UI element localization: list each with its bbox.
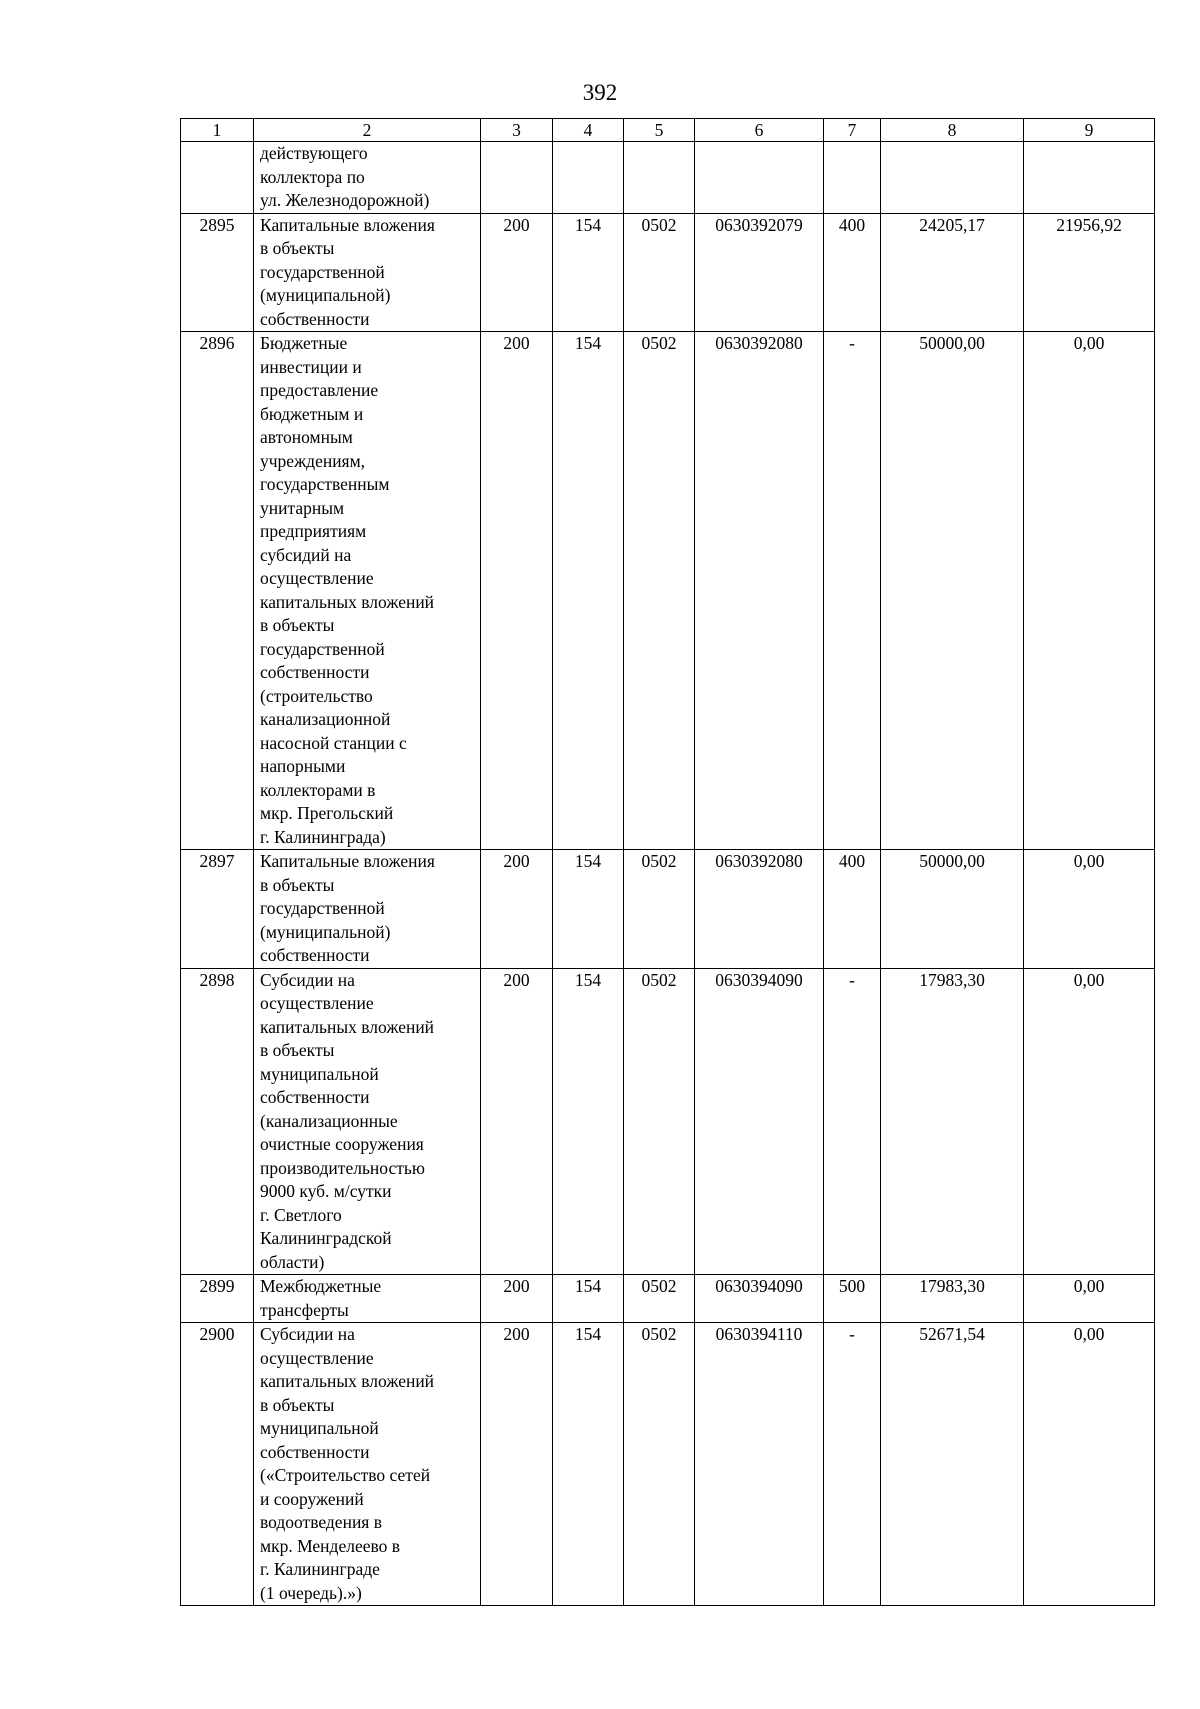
name-line: собственности bbox=[260, 308, 370, 329]
name-line: государственным bbox=[260, 474, 390, 494]
cell-col-6 bbox=[695, 142, 824, 214]
name-line: Капитальные вложения bbox=[260, 214, 435, 235]
cell-col-7: 400 bbox=[824, 213, 881, 332]
cell-col-7: 400 bbox=[824, 850, 881, 969]
cell-col-4: 154 bbox=[553, 850, 624, 969]
table-row bbox=[181, 1323, 1155, 1606]
row-number: 2896 bbox=[181, 332, 254, 850]
row-number: 2895 bbox=[181, 213, 254, 332]
page-number: 392 bbox=[582, 80, 618, 105]
name-line: Капитальные вложения bbox=[260, 851, 435, 871]
cell-col-4: 154 bbox=[553, 332, 624, 850]
name-line: осуществление bbox=[260, 1347, 374, 1368]
name-line: водоотведения в bbox=[260, 1512, 382, 1532]
name-line: Бюджетные bbox=[260, 333, 348, 353]
name-line: субсидий на bbox=[260, 544, 352, 565]
name-line: г. Светлого bbox=[260, 1204, 342, 1225]
name-line: государственной bbox=[260, 898, 385, 918]
name-line: капитальных вложений bbox=[260, 1371, 435, 1391]
column-header: 7 bbox=[824, 119, 881, 142]
column-header: 1 bbox=[181, 119, 254, 142]
cell-col-3: 200 bbox=[481, 213, 553, 332]
column-header: 8 bbox=[881, 119, 1024, 142]
row-number bbox=[181, 142, 254, 214]
column-header: 4 bbox=[553, 119, 624, 142]
cell-col-9: 0,00 bbox=[1024, 850, 1155, 969]
cell-col-6: 0630392080 bbox=[695, 850, 824, 969]
cell-name bbox=[254, 142, 481, 214]
table-body bbox=[181, 119, 1155, 1606]
name-line: в объекты bbox=[260, 615, 335, 635]
name-line: (строительство bbox=[260, 685, 373, 706]
cell-col-3: 200 bbox=[481, 1275, 553, 1323]
name-line: унитарным bbox=[260, 497, 345, 518]
cell-col-6: 0630392079 bbox=[695, 213, 824, 332]
cell-name bbox=[254, 213, 481, 332]
name-line: мкр. Прегольский bbox=[260, 803, 394, 823]
name-line: мкр. Менделеево в bbox=[260, 1535, 401, 1556]
name-line: («Строительство сетей bbox=[260, 1465, 431, 1485]
name-line: предоставление bbox=[260, 380, 379, 400]
cell-col-5: 0502 bbox=[624, 332, 695, 850]
cell-col-9 bbox=[1024, 142, 1155, 214]
column-header: 9 bbox=[1024, 119, 1155, 142]
name-line: собственности bbox=[260, 662, 370, 682]
name-line: государственной bbox=[260, 638, 385, 659]
name-line: коллекторами в bbox=[260, 779, 376, 800]
name-line: учреждениям, bbox=[260, 450, 366, 471]
name-line: насосной станции с bbox=[260, 732, 407, 753]
cell-col-3: 200 bbox=[481, 332, 553, 850]
cell-col-6: 0630392080 bbox=[695, 332, 824, 850]
name-line: Субсидии на bbox=[260, 969, 355, 990]
cell-name bbox=[254, 968, 481, 1275]
name-line: Субсидии на bbox=[260, 1324, 355, 1344]
name-line: осуществление bbox=[260, 568, 374, 588]
row-number: 2898 bbox=[181, 968, 254, 1275]
cell-col-4 bbox=[553, 142, 624, 214]
cell-col-7: - bbox=[824, 968, 881, 1275]
name-line: в объекты bbox=[260, 238, 335, 258]
budget-table bbox=[180, 118, 1155, 1606]
cell-col-3: 200 bbox=[481, 968, 553, 1275]
name-line: и сооружений bbox=[260, 1488, 364, 1509]
row-number: 2899 bbox=[181, 1275, 254, 1323]
column-header: 5 bbox=[624, 119, 695, 142]
cell-col-8: 24205,17 bbox=[881, 213, 1024, 332]
cell-col-8: 50000,00 bbox=[881, 332, 1024, 850]
name-line: собственности bbox=[260, 1087, 370, 1107]
name-line: очистные сооружения bbox=[260, 1134, 424, 1154]
name-line: (1 очередь).») bbox=[260, 1582, 362, 1603]
cell-col-6: 0630394090 bbox=[695, 968, 824, 1275]
name-line: предприятиям bbox=[260, 521, 367, 541]
cell-col-7: - bbox=[824, 332, 881, 850]
name-line: действующего bbox=[260, 143, 368, 163]
name-line: в объекты bbox=[260, 874, 335, 895]
name-line: Межбюджетные bbox=[260, 1276, 382, 1296]
table-row bbox=[181, 1275, 1155, 1323]
name-line: капитальных вложений bbox=[260, 1016, 435, 1037]
cell-col-9: 21956,92 bbox=[1024, 213, 1155, 332]
column-header: 3 bbox=[481, 119, 553, 142]
name-line: в объекты bbox=[260, 1394, 335, 1415]
name-line: бюджетным и bbox=[260, 403, 364, 424]
cell-name bbox=[254, 1275, 481, 1323]
cell-col-5 bbox=[624, 142, 695, 214]
name-line: (канализационные bbox=[260, 1110, 398, 1131]
column-header-row bbox=[181, 119, 1155, 142]
cell-name bbox=[254, 332, 481, 850]
cell-col-4: 154 bbox=[553, 213, 624, 332]
name-line: собственности bbox=[260, 1441, 370, 1462]
cell-col-4: 154 bbox=[553, 1323, 624, 1606]
cell-col-5: 0502 bbox=[624, 1275, 695, 1323]
name-line: государственной bbox=[260, 261, 385, 282]
name-line: в объекты bbox=[260, 1040, 335, 1060]
name-line: канализационной bbox=[260, 709, 391, 729]
cell-name bbox=[254, 1323, 481, 1606]
cell-col-5: 0502 bbox=[624, 213, 695, 332]
table-row bbox=[181, 213, 1155, 332]
cell-col-8: 52671,54 bbox=[881, 1323, 1024, 1606]
cell-col-4: 154 bbox=[553, 1275, 624, 1323]
name-line: собственности bbox=[260, 945, 370, 965]
cell-col-7 bbox=[824, 142, 881, 214]
name-line: Калининградской bbox=[260, 1228, 392, 1248]
cell-col-8: 17983,30 bbox=[881, 968, 1024, 1275]
cell-col-9: 0,00 bbox=[1024, 1275, 1155, 1323]
name-line: г. Калининграда) bbox=[260, 826, 386, 847]
name-line: коллектора по bbox=[260, 166, 365, 187]
name-line: напорными bbox=[260, 756, 346, 776]
cell-col-7: 500 bbox=[824, 1275, 881, 1323]
name-line: г. Калининграде bbox=[260, 1559, 380, 1579]
cell-name bbox=[254, 850, 481, 969]
name-line: капитальных вложений bbox=[260, 591, 435, 612]
table-row bbox=[181, 332, 1155, 850]
column-header: 2 bbox=[254, 119, 481, 142]
name-line: (муниципальной) bbox=[260, 921, 391, 942]
cell-col-8: 50000,00 bbox=[881, 850, 1024, 969]
cell-col-3: 200 bbox=[481, 1323, 553, 1606]
cell-col-8 bbox=[881, 142, 1024, 214]
name-line: муниципальной bbox=[260, 1063, 379, 1084]
name-line: осуществление bbox=[260, 993, 374, 1013]
column-header: 6 bbox=[695, 119, 824, 142]
row-number: 2897 bbox=[181, 850, 254, 969]
table-row bbox=[181, 968, 1155, 1275]
name-line: автономным bbox=[260, 427, 353, 447]
name-line: области) bbox=[260, 1251, 325, 1272]
name-line: 9000 куб. м/сутки bbox=[260, 1181, 392, 1201]
cell-col-5: 0502 bbox=[624, 1323, 695, 1606]
table-row bbox=[181, 142, 1155, 214]
cell-col-5: 0502 bbox=[624, 968, 695, 1275]
cell-col-7: - bbox=[824, 1323, 881, 1606]
name-line: трансферты bbox=[260, 1299, 349, 1320]
name-line: инвестиции и bbox=[260, 356, 362, 377]
cell-col-6: 0630394090 bbox=[695, 1275, 824, 1323]
row-number: 2900 bbox=[181, 1323, 254, 1606]
cell-col-5: 0502 bbox=[624, 850, 695, 969]
name-line: (муниципальной) bbox=[260, 285, 391, 305]
name-line: муниципальной bbox=[260, 1418, 379, 1438]
cell-col-9: 0,00 bbox=[1024, 1323, 1155, 1606]
cell-col-3 bbox=[481, 142, 553, 214]
table-row bbox=[181, 850, 1155, 969]
cell-col-4: 154 bbox=[553, 968, 624, 1275]
cell-col-9: 0,00 bbox=[1024, 332, 1155, 850]
cell-col-9: 0,00 bbox=[1024, 968, 1155, 1275]
cell-col-8: 17983,30 bbox=[881, 1275, 1024, 1323]
name-line: производительностью bbox=[260, 1157, 425, 1178]
cell-col-3: 200 bbox=[481, 850, 553, 969]
cell-col-6: 0630394110 bbox=[695, 1323, 824, 1606]
name-line: ул. Железнодорожной) bbox=[260, 190, 430, 210]
